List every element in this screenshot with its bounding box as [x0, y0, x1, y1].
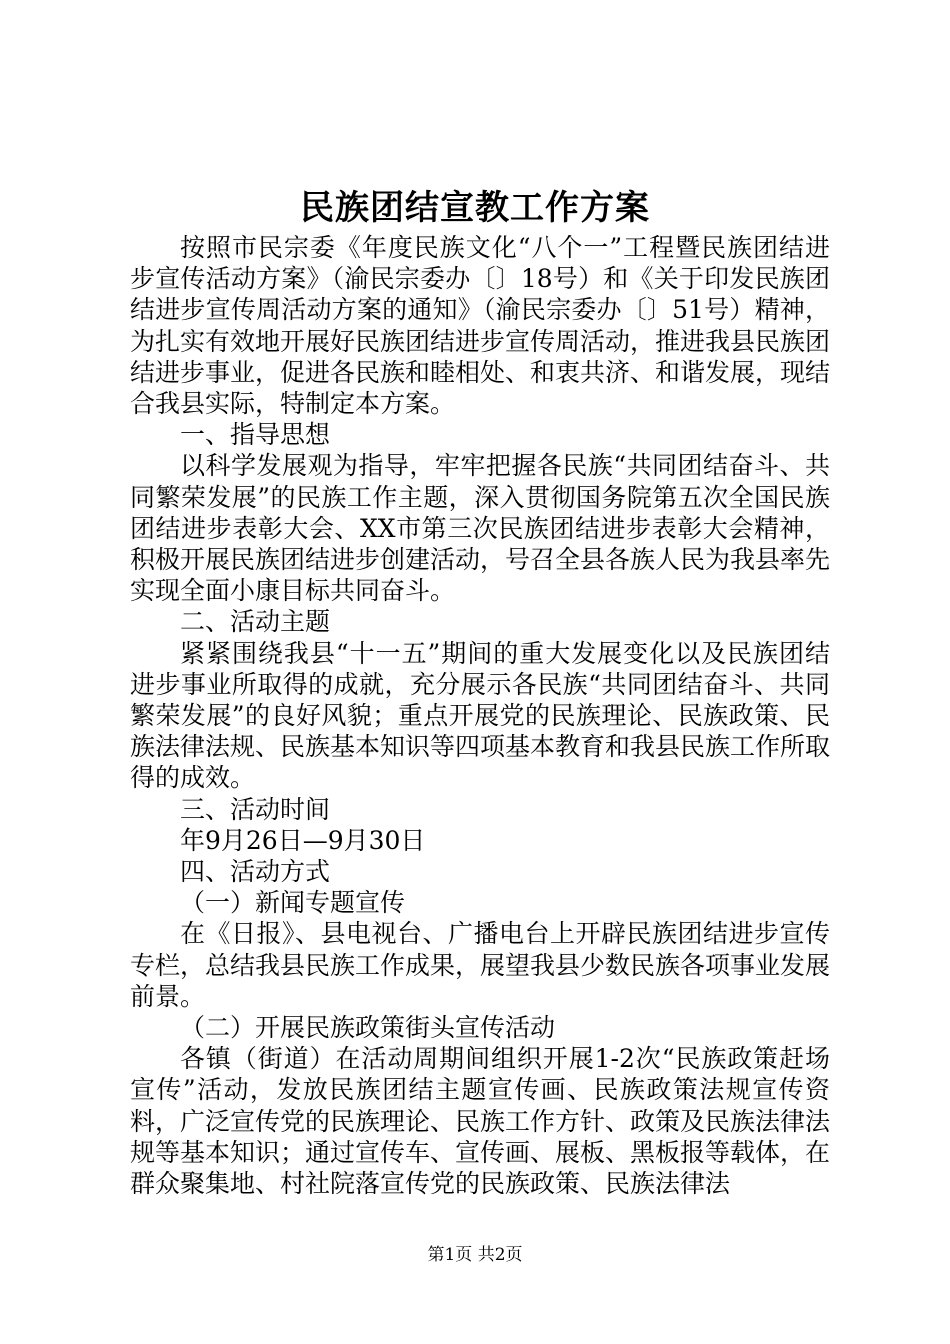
document-title: 民族团结宣教工作方案 [300, 188, 650, 228]
heading-activity-time: 三、活动时间 [180, 794, 331, 824]
subheading-street-publicity: （二）开展民族政策街头宣传活动 [180, 1013, 556, 1043]
paragraph-guiding-thought: 以科学发展观为指导，牢牢把握各民族“共同团结奋斗、共同繁荣发展”的民族工作主题，深入贯彻国务院第五次全国民族团结进步表彰大会、XX市第三次民族团结进步表彰大会精神，积极开展民族团结进步创建活动，号召全县各族人民为我县率先实现全面小康目标共同奋斗。 [130, 451, 831, 606]
paragraph-intro: 按照市民宗委《年度民族文化“八个一”工程暨民族团结进步宣传活动方案》（渝民宗委办〔〕18号）和《关于印发民族团结进步宣传周活动方案的通知》（渝民宗委办〔〕51号）精神，为扎实有效地开展好民族团结进步宣传周活动，推进我县民族团结进步事业，促进各民族和睦相处、和衷共济、和谐发展，现结合我县实际，特制定本方案。 [130, 233, 831, 419]
heading-activity-theme: 二、活动主题 [180, 607, 331, 637]
document-body [130, 232, 830, 1199]
paragraph-activity-theme: 紧紧围绕我县“十一五”期间的重大发展变化以及民族团结进步事业所取得的成就，充分展示各民族“共同团结奋斗、共同繁荣发展”的良好风貌；重点开展党的民族理论、民族政策、民族法律法规、民族基本知识等四项基本教育和我县民族工作所取得的成效。 [130, 638, 831, 793]
heading-guiding-thought: 一、指导思想 [180, 420, 331, 450]
paragraph-news-publicity: 在《日报》、县电视台、广播电台上开辟民族团结进步宣传专栏，总结我县民族工作成果，展望我县少数民族各项事业发展前景。 [130, 919, 831, 1011]
page-footer: 第1页 共2页 [427, 1245, 523, 1265]
paragraph-activity-time: 年9月26日—9月30日 [180, 825, 426, 855]
paragraph-street-publicity: 各镇（街道）在活动周期间组织开展1-2次“民族政策赶场宣传”活动，发放民族团结主题宣传画、民族政策法规宣传资料，广泛宣传党的民族理论、民族工作方针、政策及民族法律法规等基本知识；通过宣传车、宣传画、展板、黑板报等载体，在群众聚集地、村社院落宣传党的民族政策、民族法律法 [130, 1044, 831, 1199]
subheading-news-publicity: （一）新闻专题宣传 [180, 888, 406, 918]
heading-activity-method: 四、活动方式 [180, 857, 331, 887]
